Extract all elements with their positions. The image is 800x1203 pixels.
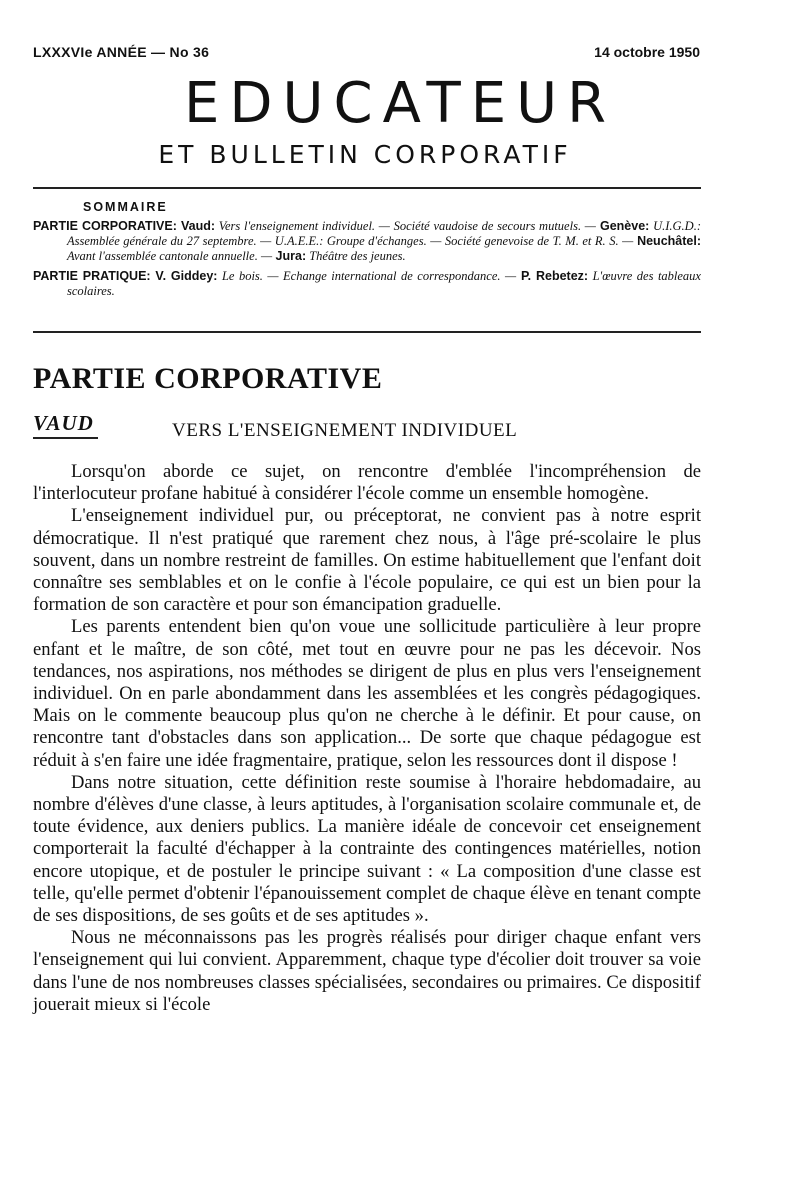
toc-author-rebetez: P. Rebetez: xyxy=(516,269,589,283)
table-of-contents xyxy=(33,200,701,304)
toc-pratique-entry xyxy=(33,269,701,299)
paragraph: Les parents entendent bien qu'on voue une sollicitude particulière à leur propre enfant et le maître, de son côté, met tout en œuvre pour ne pas les décevoir. Nos tendances, nos aspirations, nos méthodes se dirigent de plus en plus vers l'enseignement individuel. On en parle abondamment dans les assemblées et les congrès pédagogiques. Mais on le commente beaucoup plus qu'on ne cherche à le définir. Et pour cause, on rencontre tant d'obstacles dans son application... De sorte que chaque pédagogue est réduit à s'en faire une idée fragmentaire, pratique, selon les ressources dont il dispose ! xyxy=(33,616,701,771)
toc-pratique-label: PARTIE PRATIQUE: xyxy=(33,269,151,283)
top-divider xyxy=(33,187,701,189)
toc-corporative-entry xyxy=(33,219,701,264)
toc-author-giddey: V. Giddey: xyxy=(150,269,218,283)
bottom-divider xyxy=(33,331,701,333)
issue-number: LXXXVIe ANNÉE — No 36 xyxy=(33,44,210,60)
issue-date: 14 octobre 1950 xyxy=(594,44,700,60)
paragraph: Dans notre situation, cette définition reste soumise à l'horaire hebdomadaire, au nombre d'élèves d'une classe, à leurs aptitudes, à l'organisation scolaire communale et, de toute évidence, aux deniers publics. La manière idéale de concevoir cet enseignement comporterait la faculté d'échapper à la contrainte des contingences matérielles, notion encore utopique, et de postuler le principe suivant : « La composition d'une classe est telle, qu'elle permet d'obtenir l'épanouissement complet de chaque élève en tenant compte de ses dispositions, de ses goûts et de ses aptitudes ». xyxy=(33,771,701,927)
toc-geneve-items: U.I.G.D.: Assemblée générale du 27 septembre. — U.A.E.E.: Groupe d'échanges. — Société genevoise de T. M. et R. S. — xyxy=(67,219,701,248)
article-body xyxy=(33,461,701,1016)
toc-rebetez-items: L'œuvre des tableaux scolaires. xyxy=(67,269,701,298)
toc-jura-items: Théâtre des jeunes. xyxy=(306,249,406,263)
toc-giddey-items: Le bois. — Echange international de correspondance. — xyxy=(217,269,517,283)
masthead-subtitle: ET BULLETIN CORPORATIF xyxy=(158,140,572,169)
paragraph: Nous ne méconnaissons pas les progrès réalisés pour diriger chaque enfant vers l'enseignement qui lui convient. Apparemment, chaque type d'écolier doit trouver sa voie dans l'une de nos nombreuses classes spécialisées, secondaires ou primaires. Ce dispositif jouerait mieux si l'école xyxy=(33,927,701,1015)
paragraph: L'enseignement individuel pur, ou préceptorat, ne convient pas à notre esprit démocratique. Il n'est pratiqué que rarement chez nous, à l'âge pré-scolaire le plus souvent, dans un nombre restreint de familles. On estime habituellement que l'enfant doit connaître ses semblables et on le confie à l'école populaire, ce qui est un bien pour la formation de son caractère et pour son émancipation graduelle. xyxy=(33,505,701,616)
toc-canton-jura: Jura: xyxy=(272,249,307,263)
toc-corporative-label: PARTIE CORPORATIVE: xyxy=(33,219,177,233)
toc-canton-neuchatel: Neuchâtel: xyxy=(633,234,701,248)
toc-title: SOMMAIRE xyxy=(83,200,168,214)
toc-canton-geneve: Genève: xyxy=(595,219,650,233)
toc-neuchatel-items: Avant l'assemblée cantonale annuelle. — xyxy=(67,249,273,263)
toc-vaud-items: Vers l'enseignement individuel. — Société vaudoise de secours mutuels. — xyxy=(215,219,596,233)
paragraph: Lorsqu'on aborde ce sujet, on rencontre d'emblée l'incompréhension de l'interlocuteur profane habitué à considérer l'école comme un ensemble homogène. xyxy=(33,461,701,505)
section-title: PARTIE CORPORATIVE xyxy=(33,362,383,395)
masthead-title: EDUCATEUR xyxy=(183,71,617,136)
article-title: VERS L'ENSEIGNEMENT INDIVIDUEL xyxy=(172,420,518,441)
toc-canton-vaud: Vaud: xyxy=(176,219,216,233)
canton-heading: VAUD xyxy=(33,411,98,439)
